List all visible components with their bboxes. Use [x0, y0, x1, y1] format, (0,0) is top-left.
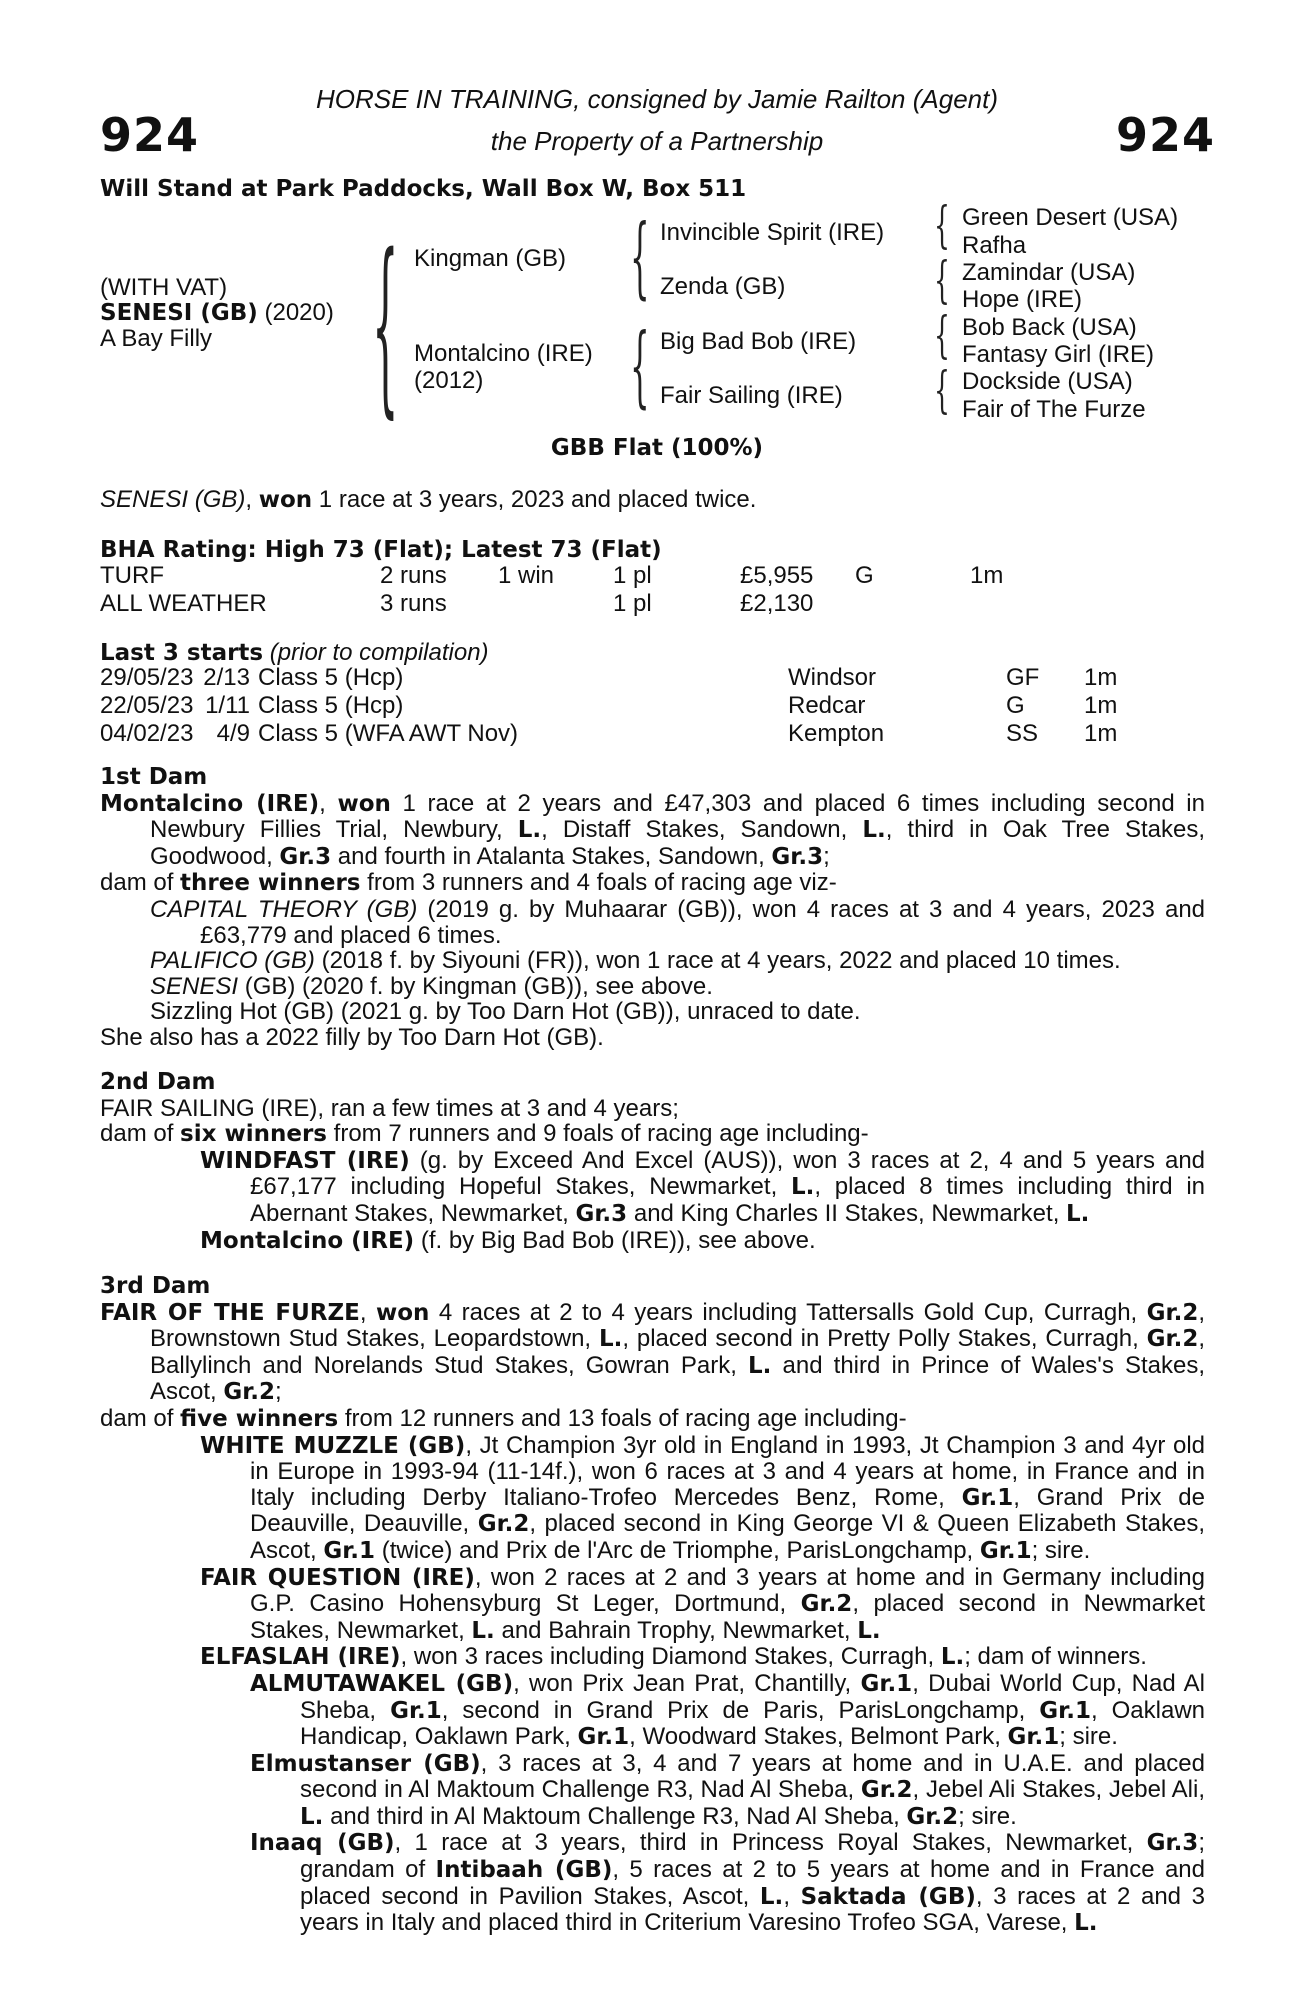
gbb-status: GBB Flat (100%)	[550, 435, 764, 461]
brace-g4: {	[934, 361, 950, 419]
rating-places: 1 pl	[613, 590, 652, 617]
rating-wins: 1 win	[498, 562, 555, 589]
start-going: SS	[1006, 720, 1039, 747]
start-row	[100, 664, 1117, 692]
brace-sire-dam: {	[372, 214, 399, 435]
start-race: Class 5 (Hcp)	[258, 664, 404, 691]
lot-number-right: 924	[1116, 108, 1216, 162]
sire-sire-sire: Green Desert (USA)	[962, 204, 1179, 231]
offspring-windfast: WINDFAST (IRE) (g. by Exceed And Excel (AUS)), won 3 races at 2, 4 and 5 years and £67,177 including Hopeful Stakes, Newmarket, L., placed 8 times including third in Abernant Stakes, Newmarket, Gr.3 and King Charles II Stakes, Newmarket, L.	[200, 1146, 1206, 1227]
horse-name-line	[100, 299, 334, 327]
rating-places: 1 pl	[613, 562, 652, 589]
rating-row	[100, 562, 1003, 590]
start-course: Redcar	[788, 692, 866, 719]
sire-sire-dam: Rafha	[962, 232, 1027, 259]
dam-dam: Fair Sailing (IRE)	[660, 382, 843, 409]
sire-sire: Invincible Spirit (IRE)	[660, 219, 885, 246]
second-dam-produce: dam of six winners from 7 runners and 9 foals of racing age including-	[100, 1120, 869, 1148]
dam-year: (2012)	[414, 367, 484, 394]
last-starts-heading: Last 3 starts	[100, 640, 264, 666]
second-dam-heading: 2nd Dam	[100, 1069, 216, 1095]
rating-going	[855, 590, 970, 618]
brace-sire-parents: {	[630, 205, 650, 308]
sire-dam-sire: Zamindar (USA)	[962, 259, 1136, 286]
offspring-elmustanser: Elmustanser (GB), 3 races at 3, 4 and 7 years at home and in U.A.E. and placed second in Al Maktoum Challenge R3, Nad Al Sheba, Gr.2, Jebel Ali Stakes, Jebel Ali, L. and third in Al Maktoum Challenge R3, Nad Al Sheba, Gr.2; sire.	[250, 1749, 1205, 1830]
offspring-inaaq: Inaaq (GB), 1 race at 3 years, third in Princess Royal Stakes, Newmarket, Gr.3; grandam of Intibaah (GB), 5 races at 2 to 5 years at home and in France and placed second in Pavilion Stakes, Ascot, L., Saktada (GB), 3 races at 2 and 3 years in Italy and placed third in Criterium Varesino Trofeo SGA, Varese, L.	[250, 1829, 1206, 1937]
start-going: G	[1006, 692, 1025, 719]
third-dam-record: FAIR OF THE FURZE, won 4 races at 2 to 4 years including Tattersalls Gold Cup, Curragh, Gr.2, Brownstown Stud Stakes, Leopardstown, L., placed second in Pretty Polly Stakes, Curragh, Gr.2, Ballylinch and Norelands Stud Stakes, Gowran Park, L. and third in Prince of Wales's Stakes, Ascot, Gr.2;	[100, 1298, 1206, 1406]
offspring-almutawakel: ALMUTAWAKEL (GB), won Prix Jean Prat, Chantilly, Gr.1, Dubai World Cup, Nad Al Sheba, Gr.1, second in Grand Prix de Paris, ParisLongchamp, Gr.1, Oaklawn Handicap, Oaklawn Park, Gr.1, Woodward Stakes, Belmont Park, Gr.1; sire.	[250, 1669, 1206, 1751]
offspring-elfaslah: ELFASLAH (IRE), won 3 races including Diamond Stakes, Curragh, L.; dam of winners.	[200, 1643, 1147, 1671]
first-dam-produce: dam of three winners from 3 runners and 4 foals of racing age viz-	[100, 869, 837, 897]
start-course: Kempton	[788, 720, 885, 747]
stand-location: Will Stand at Park Paddocks, Wall Box W, Box 511	[100, 176, 747, 202]
dam-sire-dam: Fantasy Girl (IRE)	[962, 341, 1155, 368]
rating-heading: BHA Rating: High 73 (Flat); Latest 73 (Flat)	[100, 537, 662, 563]
last-starts-heading-line	[100, 639, 489, 667]
start-distance: 1m	[1084, 664, 1118, 691]
start-row	[100, 720, 1117, 748]
rating-prize: £2,130	[740, 590, 814, 617]
brace-dam-parents: {	[630, 314, 650, 417]
second-dam-section	[100, 1070, 1205, 1254]
rating-prize: £5,955	[740, 562, 814, 589]
third-dam-section	[100, 1274, 1205, 1937]
consignment-title: HORSE IN TRAINING, consigned by Jamie Railton (Agent)	[315, 84, 999, 114]
last-starts-table	[100, 664, 1117, 748]
brace-g3: {	[934, 306, 950, 364]
offspring-fair-question: FAIR QUESTION (IRE), won 2 races at 2 and 3 years at home and in Germany including G.P. Casino Hohensyburg St Leger, Dortmund, Gr.2, placed second in Newmarket Stakes, Newmarket, L. and Bahrain Trophy, Newmarket, L.	[200, 1563, 1205, 1644]
brace-g1: {	[934, 196, 950, 254]
lot-number-left: 924	[100, 108, 200, 162]
rating-row	[100, 590, 1003, 618]
first-dam-section	[100, 765, 1205, 1051]
third-dam-heading: 3rd Dam	[100, 1273, 211, 1299]
start-position: 2/13	[203, 664, 250, 691]
start-row	[100, 692, 1117, 720]
rating-runs: 3 runs	[380, 590, 447, 617]
start-position: 4/9	[216, 720, 250, 747]
rating-distance	[970, 590, 1003, 618]
horse-description: A Bay Filly	[100, 325, 213, 352]
offspring-palifico: PALIFICO (GB) (2018 f. by Siyouni (FR)), won 1 race at 4 years, 2022 and placed 10 times.	[150, 947, 1121, 975]
horse-year: (2020)	[264, 299, 334, 326]
dam-sire: Big Bad Bob (IRE)	[660, 328, 857, 355]
start-date: 22/05/23	[100, 692, 194, 719]
first-dam-note: She also has a 2022 filly by Too Darn Hot (GB).	[100, 1023, 604, 1051]
offspring-montalcino: Montalcino (IRE) (f. by Big Bad Bob (IRE)), see above.	[200, 1226, 816, 1254]
first-dam-record: Montalcino (IRE), won 1 race at 2 years and £47,303 and placed 6 times including second in Newbury Fillies Trial, Newbury, L., Distaff Stakes, Sandown, L., third in Oak Tree Stakes, Goodwood, Gr.3 and fourth in Atalanta Stakes, Sandown, Gr.3;	[100, 789, 1205, 870]
start-distance: 1m	[1084, 692, 1118, 719]
sire: Kingman (GB)	[414, 245, 567, 272]
race-summary	[100, 486, 756, 514]
start-course: Windsor	[788, 664, 877, 691]
rating-runs: 2 runs	[380, 562, 447, 589]
horse-name: SENESI (GB)	[100, 300, 258, 326]
start-date: 29/05/23	[100, 664, 194, 691]
offspring-sizzling-hot: Sizzling Hot (GB) (2021 g. by Too Darn Hot (GB)), unraced to date.	[150, 998, 861, 1026]
third-dam-produce: dam of five winners from 12 runners and 13 foals of racing age including-	[100, 1404, 907, 1432]
dam-dam-dam: Fair of The Furze	[962, 396, 1146, 423]
vat-note: (WITH VAT)	[100, 274, 228, 301]
property-line: the Property of a Partnership	[490, 126, 824, 156]
start-date: 04/02/23	[100, 720, 194, 747]
start-race: Class 5 (WFA AWT Nov)	[258, 720, 519, 747]
dam-dam-sire: Dockside (USA)	[962, 368, 1133, 395]
offspring-senesi: SENESI (GB) (2020 f. by Kingman (GB)), see above.	[150, 972, 713, 1000]
sire-dam-dam: Hope (IRE)	[962, 286, 1083, 313]
rating-distance: 1m	[970, 562, 1004, 589]
start-race: Class 5 (Hcp)	[258, 692, 404, 719]
rating-surface: TURF	[100, 562, 164, 589]
start-distance: 1m	[1084, 720, 1118, 747]
first-dam-heading: 1st Dam	[100, 764, 208, 790]
sire-dam: Zenda (GB)	[660, 273, 786, 300]
dam-sire-sire: Bob Back (USA)	[962, 314, 1137, 341]
dam: Montalcino (IRE)	[414, 340, 593, 367]
start-position: 1/11	[205, 692, 250, 719]
rating-table	[100, 562, 1003, 618]
summary-comma: ,	[245, 486, 259, 513]
rating-surface: ALL WEATHER	[100, 590, 267, 617]
summary-rest: 1 race at 3 years, 2023 and placed twice.	[312, 486, 757, 513]
offspring-white-muzzle: WHITE MUZZLE (GB), Jt Champion 3yr old in England in 1993, Jt Champion 3 and 4yr old in Europe in 1993-94 (11-14f.), won 6 races at 3 and 4 years at home, in France and in Italy including Derby Italiano-Trofeo Mercedes Benz, Rome, Gr.1, Grand Prix de Deauville, Deauville, Gr.2, placed second in King George VI & Queen Elizabeth Stakes, Ascot, Gr.1 (twice) and Prix de l'Arc de Triomphe, ParisLongchamp, Gr.1; sire.	[200, 1431, 1206, 1564]
summary-won: won	[258, 487, 313, 513]
summary-name: SENESI (GB)	[100, 486, 246, 513]
brace-g2: {	[934, 251, 950, 309]
second-dam-record: FAIR SAILING (IRE), ran a few times at 3 and 4 years;	[100, 1094, 679, 1122]
offspring-capital-theory: CAPITAL THEORY (GB) (2019 g. by Muhaarar (GB)), won 4 races at 3 and 4 years, 2023 and £63,779 and placed 6 times.	[150, 895, 1206, 949]
start-going: GF	[1006, 664, 1040, 691]
rating-going: G	[855, 562, 874, 589]
rating-wins	[498, 590, 613, 618]
last-starts-note: (prior to compilation)	[269, 639, 489, 666]
